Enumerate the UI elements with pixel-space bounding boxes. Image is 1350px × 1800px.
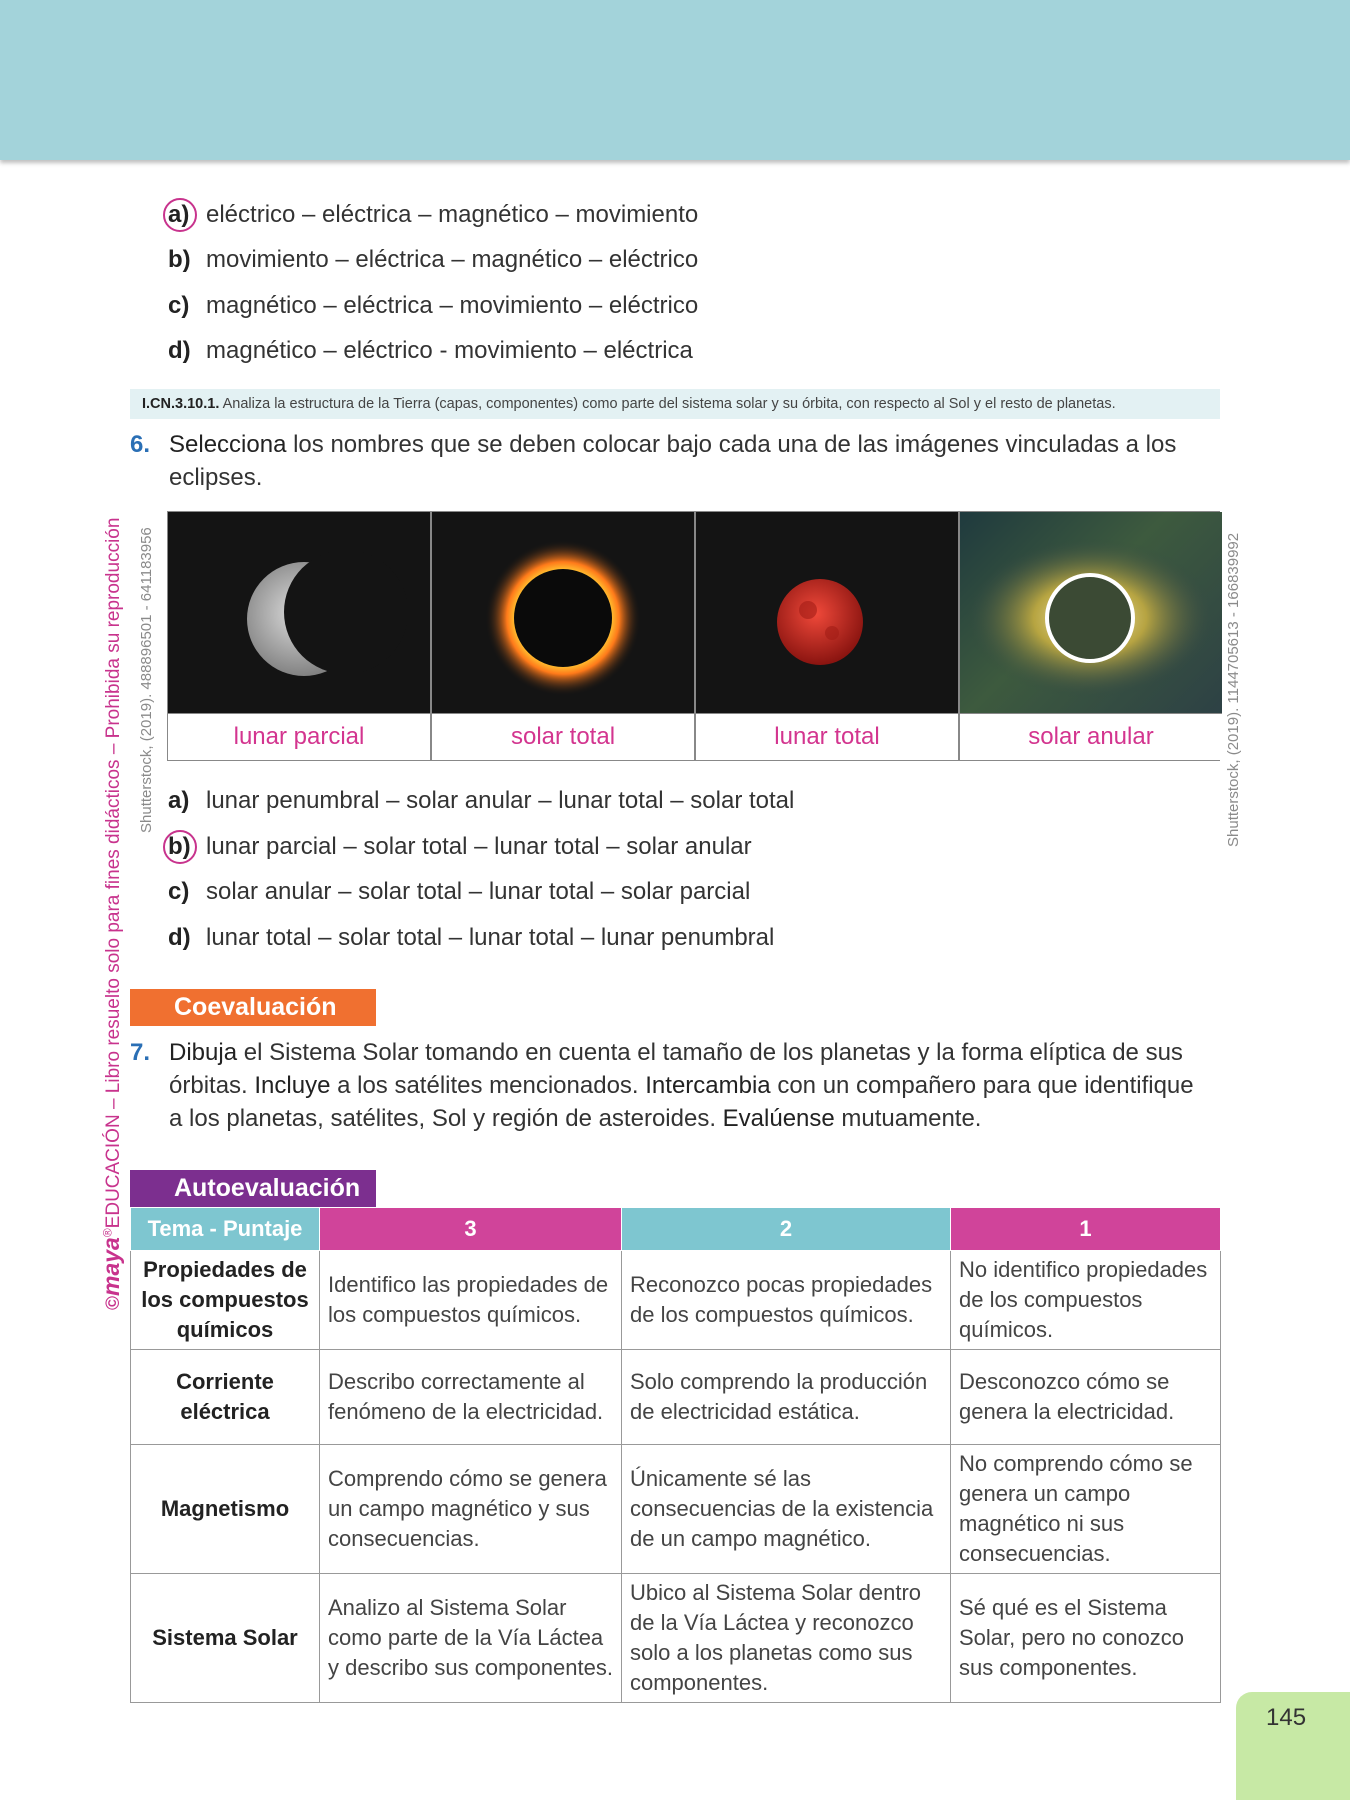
q5-option-d[interactable]: d) magnético – eléctrico - movimiento – eléctrica <box>168 337 693 364</box>
row-score-3: Comprendo cómo se genera un campo magnético y sus consecuencias. <box>320 1445 622 1574</box>
total-solar-eclipse-image <box>432 512 694 714</box>
table-row <box>131 1251 1221 1350</box>
total-lunar-eclipse-image <box>696 512 958 714</box>
row-topic: Propiedades de los compuestos químicos <box>131 1251 320 1350</box>
q6-option-a[interactable]: a) lunar penumbral – solar anular – lunar total – solar total <box>168 787 795 814</box>
q6-option-b[interactable]: b) lunar parcial – solar total – lunar total – solar anular <box>168 833 752 860</box>
eclipse-caption-2: solar total <box>432 714 694 760</box>
q5-option-a[interactable]: a) eléctrico – eléctrica – magnético – movimiento <box>168 201 699 228</box>
eclipse-cell-2 <box>432 512 696 760</box>
q5-option-c[interactable]: c) magnético – eléctrica – movimiento – eléctrico <box>168 292 699 319</box>
table-row <box>131 1445 1221 1574</box>
q6-option-d[interactable]: d) lunar total – solar total – lunar total – lunar penumbral <box>168 924 775 951</box>
row-topic: Magnetismo <box>131 1445 320 1574</box>
row-score-2: Ubico al Sistema Solar dentro de la Vía Láctea y reconozco solo a los planetas como sus componentes. <box>622 1574 951 1703</box>
row-score-2: Solo comprendo la producción de electricidad estática. <box>622 1350 951 1445</box>
eclipse-cell-3 <box>696 512 960 760</box>
row-score-1: No comprendo cómo se genera un campo magnético ni sus consecuencias. <box>951 1445 1221 1574</box>
row-topic: Corriente eléctrica <box>131 1350 320 1445</box>
eclipse-cell-4 <box>960 512 1222 760</box>
row-score-1: Desconozco cómo se genera la electricidad. <box>951 1350 1221 1445</box>
row-score-3: Identifico las propiedades de los compuestos químicos. <box>320 1251 622 1350</box>
row-score-3: Analizo al Sistema Solar como parte de la Vía Láctea y describo sus componentes. <box>320 1574 622 1703</box>
eclipse-cell-1 <box>168 512 432 760</box>
indicator-bar: I.CN.3.10.1. Analiza la estructura de la Tierra (capas, componentes) como parte del sistema solar y su órbita, con respecto al Sol y el resto de planetas. <box>130 389 1220 419</box>
coevaluacion-badge: Coevaluación <box>130 989 376 1026</box>
table-header-row <box>131 1208 1221 1251</box>
row-score-1: No identifico propiedades de los compuestos químicos. <box>951 1251 1221 1350</box>
table-row <box>131 1574 1221 1703</box>
row-score-3: Describo correctamente al fenómeno de la electricidad. <box>320 1350 622 1445</box>
eclipse-images <box>167 511 1220 761</box>
q5-option-b[interactable]: b) movimiento – eléctrica – magnético – eléctrico <box>168 246 699 273</box>
autoevaluacion-badge: Autoevaluación <box>130 1170 376 1207</box>
eclipse-caption-3: lunar total <box>696 714 958 760</box>
annular-solar-eclipse-image <box>960 512 1222 714</box>
row-topic: Sistema Solar <box>131 1574 320 1703</box>
page-number-box <box>1236 1692 1350 1800</box>
q6-option-c[interactable]: c) solar anular – solar total – lunar total – solar parcial <box>168 878 751 905</box>
row-score-1: Sé qué es el Sistema Solar, pero no conozco sus componentes. <box>951 1574 1221 1703</box>
header-score-2: 2 <box>622 1208 951 1251</box>
question-6: 6. Selecciona los nombres que se deben colocar bajo cada una de las imágenes vinculadas a los eclipses. <box>130 431 1177 491</box>
row-score-2: Reconozco pocas propiedades de los compuestos químicos. <box>622 1251 951 1350</box>
header-score-1: 1 <box>951 1208 1221 1251</box>
header-topic: Tema - Puntaje <box>131 1208 320 1251</box>
row-score-2: Únicamente sé las consecuencias de la existencia de un campo magnético. <box>622 1445 951 1574</box>
eclipse-caption-4: solar anular <box>960 714 1222 760</box>
page-number: 145 <box>1266 1704 1307 1731</box>
question-7: 7. Dibuja el Sistema Solar tomando en cuenta el tamaño de los planetas y la forma elíptica de sus órbitas. Incluye a los satélites mencionados. Intercambia con un compañero para que identifique a los planetas, satélites, Sol y región de asteroides. Evalúense mutuamente. <box>130 1039 1194 1132</box>
top-band <box>0 0 1350 160</box>
table-row <box>131 1350 1221 1445</box>
autoevaluacion-table <box>130 1207 1221 1703</box>
header-score-3: 3 <box>320 1208 622 1251</box>
partial-lunar-eclipse-image <box>168 512 430 714</box>
image-credit-left: Shutterstock, (2019). 488896501 - 641183956 <box>138 527 155 833</box>
eclipse-caption-1: lunar parcial <box>168 714 430 760</box>
side-copyright: ©maya®EDUCACIÓN – Libro resuelto solo para fines didácticos – Prohibida su reproducción <box>98 517 124 1310</box>
image-credit-right: Shutterstock, (2019). 1144705613 - 166839992 <box>1225 532 1242 847</box>
